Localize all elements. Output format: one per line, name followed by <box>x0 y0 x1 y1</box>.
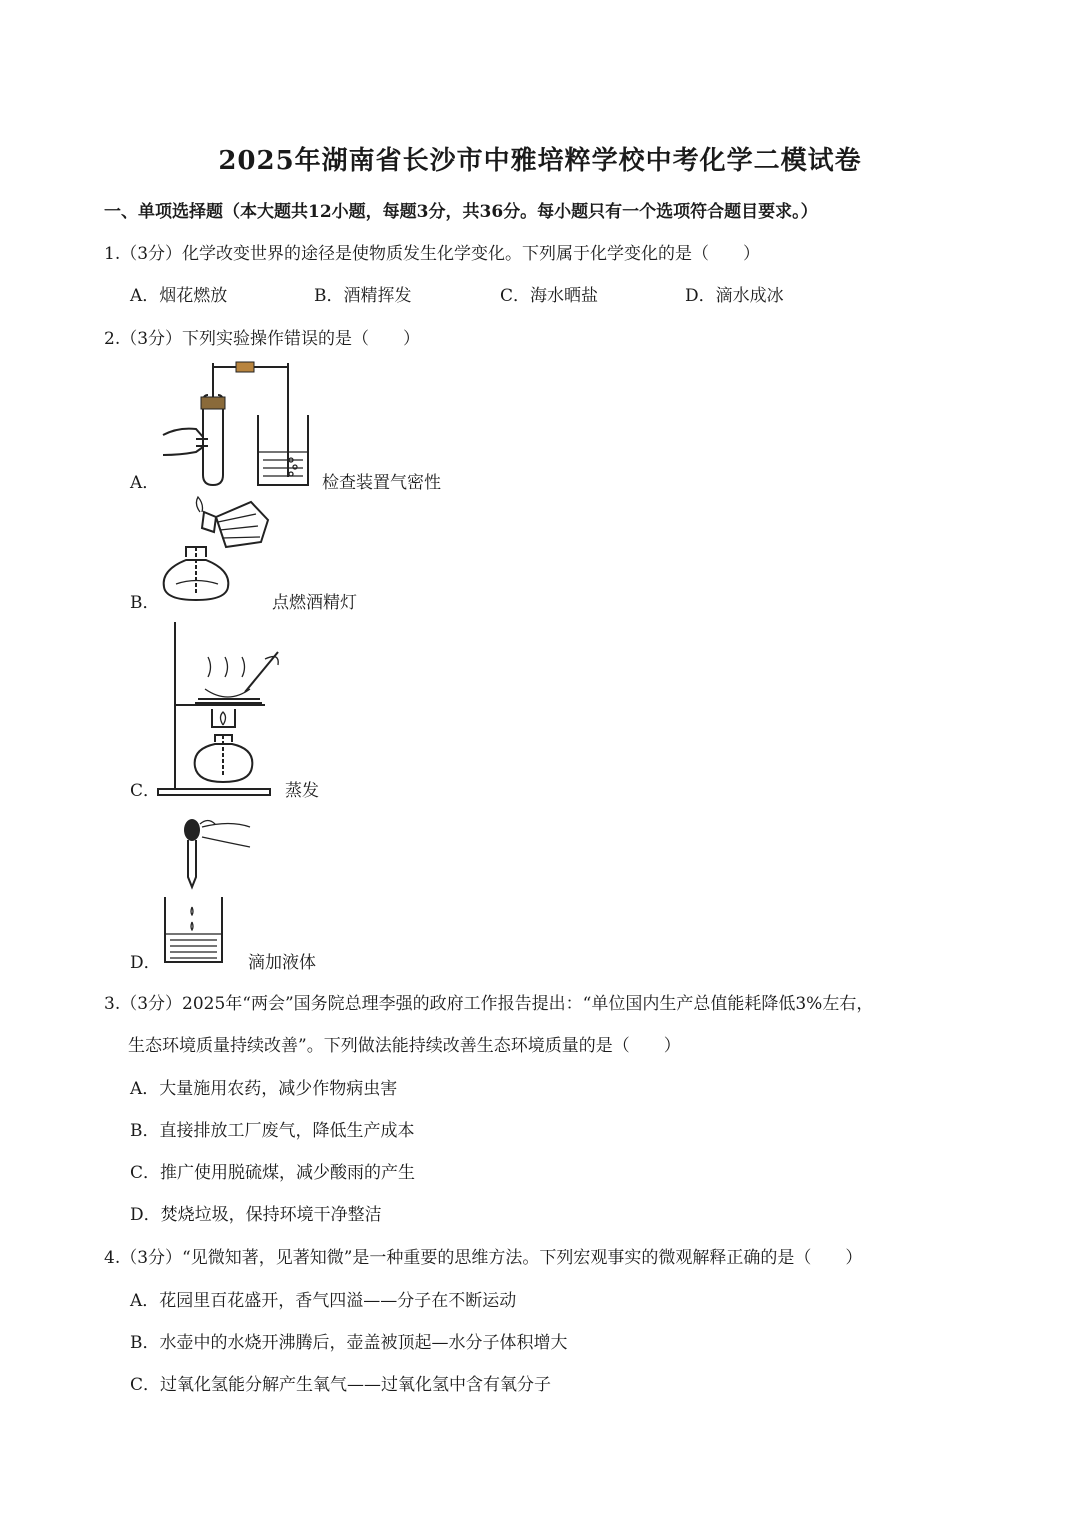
question-2-option-a-caption: 检查装置气密性 <box>322 473 441 493</box>
question-2-option-c-letter[interactable]: C． <box>130 781 161 801</box>
question-2-option-b-letter[interactable]: B． <box>130 593 160 613</box>
question-2-option-d-letter[interactable]: D． <box>130 953 161 973</box>
section-heading: 一、单项选择题（本大题共12小题，每题3分，共36分。每小题只有一个选项符合题目要求。） <box>104 202 818 222</box>
question-2-option-b-caption: 点燃酒精灯 <box>272 593 357 613</box>
question-2-stem: 2.（3分）下列实验操作错误的是（ ） <box>104 329 421 349</box>
alcohol-lamp-lighting-figure <box>156 492 281 610</box>
question-1-option-a[interactable]: A．烟花燃放 <box>130 286 228 306</box>
question-4-option-c[interactable]: C．过氧化氢能分解产生氧气——过氧化氢中含有氧分子 <box>130 1375 552 1395</box>
question-1-option-c[interactable]: C．海水晒盐 <box>500 286 599 306</box>
question-3-stem-line-1: 3.（3分）2025年“两会”国务院总理李强的政府工作报告提出：“单位国内生产总值能耗降低3%左右， <box>104 994 874 1014</box>
question-1-stem: 1.（3分）化学改变世界的途径是使物质发生化学变化。下列属于化学变化的是（ ） <box>104 244 761 264</box>
question-3-option-a[interactable]: A．大量施用农药，减少作物病虫害 <box>130 1079 398 1099</box>
dropper-liquid-figure <box>160 812 260 972</box>
question-1-option-b[interactable]: B．酒精挥发 <box>314 286 412 306</box>
question-3-option-c[interactable]: C．推广使用脱硫煤，减少酸雨的产生 <box>130 1163 416 1183</box>
question-2-option-c-caption: 蒸发 <box>285 781 319 801</box>
page-title: 2025年湖南省长沙市中雅培粹学校中考化学二模试卷 <box>218 146 862 176</box>
evaporation-figure <box>150 617 290 799</box>
question-1-option-d[interactable]: D．滴水成冰 <box>685 286 784 306</box>
question-3-option-d[interactable]: D．焚烧垃圾，保持环境干净整洁 <box>130 1205 382 1225</box>
question-3-stem-line-2: 生态环境质量持续改善”。下列做法能持续改善生态环境质量的是（ ） <box>128 1036 681 1056</box>
question-3-option-b[interactable]: B．直接排放工厂废气，降低生产成本 <box>130 1121 415 1141</box>
question-4-stem: 4.（3分）“见微知著，见著知微”是一种重要的思维方法。下列宏观事实的微观解释正确的是（ ） <box>104 1248 863 1268</box>
question-2-option-a-letter[interactable]: A． <box>130 473 160 493</box>
airtightness-check-figure <box>158 357 328 492</box>
question-2-option-d-caption: 滴加液体 <box>248 953 316 973</box>
question-4-option-a[interactable]: A．花园里百花盛开，香气四溢——分子在不断运动 <box>130 1291 517 1311</box>
question-4-option-b[interactable]: B．水壶中的水烧开沸腾后，壶盖被顶起—水分子体积增大 <box>130 1333 568 1353</box>
